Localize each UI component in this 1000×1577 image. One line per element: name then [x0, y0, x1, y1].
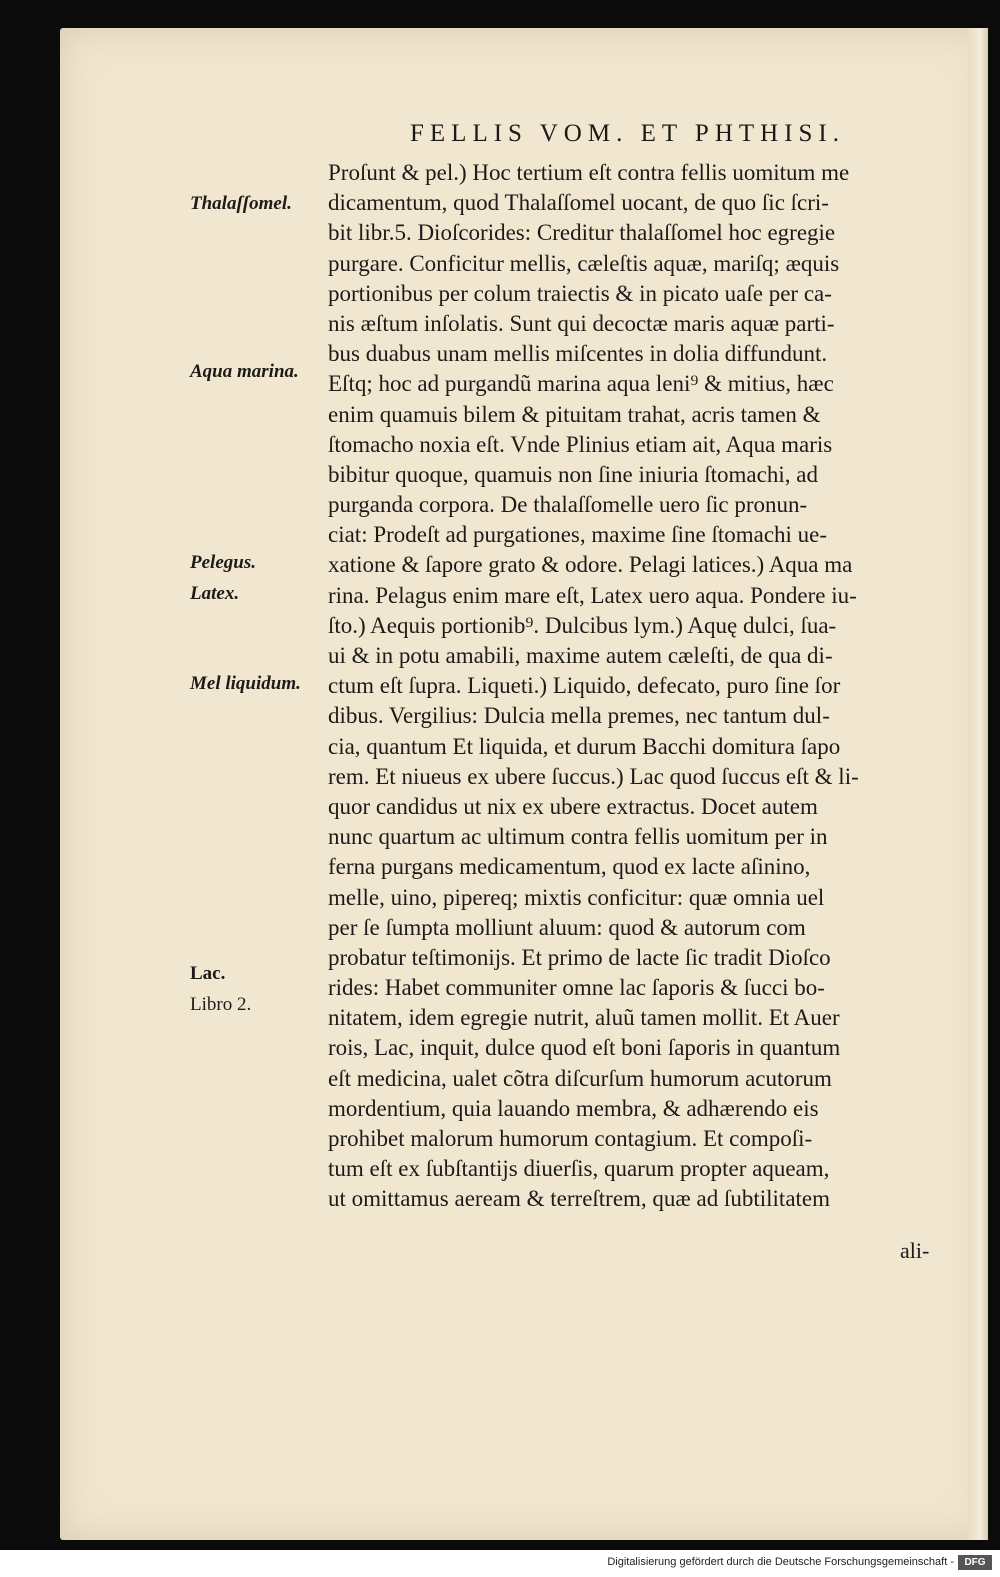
text-line: dicamentum, quod Thalaſſomel uocant, de quo ſic ſcri- — [328, 190, 829, 216]
text-line: portionibus per colum traiectis & in picato uaſe per ca- — [328, 280, 832, 306]
footer-credit: Digitalisierung gefördert durch die Deutsche Forschungsgemeinschaft - — [607, 1556, 954, 1568]
dfg-logo-icon: DFG — [958, 1555, 992, 1570]
text-line: bus duabus unam mellis miſcentes in dolia diffundunt. — [328, 341, 828, 367]
text-line: ſto.) Aequis portionib⁹. Dulcibus lym.) Aquę dulci, ſua- — [328, 612, 837, 638]
text-line: Eſtq; hoc ad purgandũ marina aqua leni⁹ & mitius, hæc — [328, 371, 834, 397]
text-line: ferna purgans medicamentum, quod ex lacte aſinino, — [328, 854, 811, 880]
margin-note-mel-liquidum: Mel liquidum. — [190, 673, 301, 694]
text-line: purganda corpora. De thalaſſomelle uero ſic pronun- — [328, 492, 808, 518]
text-line: mordentium, quia lauando membra, & adhærendo eis — [328, 1095, 819, 1121]
text-line: tum eſt ex ſubſtantijs diuerſis, quarum propter aqueam, — [328, 1156, 830, 1182]
text-line: nunc quartum ac ultimum contra fellis uomitum per in — [328, 824, 828, 850]
text-line: prohibet malorum humorum contagium. Et compoſi- — [328, 1126, 813, 1151]
text-line: eſt medicina, ualet cõtra diſcurſum humorum acutorum — [328, 1065, 832, 1091]
text-line: nis æſtum inſolatis. Sunt qui decoctæ maris aquæ parti- — [328, 310, 835, 336]
text-line: ſtomacho noxia eſt. Vnde Plinius etiam ait, Aqua maris — [328, 431, 833, 457]
page-edge — [968, 28, 988, 1540]
text-line: rois, Lac, inquit, dulce quod eſt boni ſaporis in quantum — [328, 1035, 841, 1061]
text-line: purgare. Conficitur mellis, cæleſtis aquæ, mariſq; æquis — [328, 250, 840, 276]
text-line: cia, quantum Et liquida, et durum Bacchi domitura ſapo — [328, 733, 841, 759]
text-line: ui & in potu amabili, maxime autem cæleſti, de qua di- — [328, 643, 833, 668]
footer-bar — [0, 1550, 1000, 1577]
text-line: ut omittamus aeream & terreſtrem, quæ ad ſubtilitatem — [328, 1186, 831, 1212]
margin-note-thalassomel: Thalaſſomel. — [190, 193, 292, 214]
text-line: xatione & ſapore grato & odore. Pelagi latices.) Aqua ma — [328, 552, 853, 578]
margin-note-lac: Lac. — [190, 963, 226, 984]
margin-note-pelegus: Pelegus. — [190, 552, 256, 573]
text-line: per ſe ſumpta molliunt aluum: quod & autorum com — [328, 914, 806, 940]
catch-word: ali- — [900, 1238, 930, 1263]
text-line: ctum eſt ſupra. Liqueti.) Liquido, defecato, puro ſine ſor — [328, 673, 841, 699]
text-line: bit libr.5. Dioſcorides: Creditur thalaſſomel hoc egregie — [328, 220, 836, 246]
text-line: enim quamuis bilem & pituitam trahat, acris tamen & — [328, 401, 821, 427]
text-line: rides: Habet communiter omne lac ſaporis & ſucci bo- — [328, 975, 825, 1001]
text-line: Proſunt & pel.) Hoc tertium eſt contra fellis uomitum me — [328, 160, 850, 185]
body-text — [328, 158, 968, 1215]
text-line: rina. Pelagus enim mare eſt, Latex uero aqua. Pondere iu- — [328, 582, 857, 608]
text-line: melle, uino, pipereq; mixtis conficitur: quæ omnia uel — [328, 884, 825, 910]
text-line: ciat: Prodeſt ad purgationes, maxime ſine ſtomachi ue- — [328, 522, 828, 548]
text-line: quor candidus ut nix ex ubere extractus. Docet autem — [328, 793, 818, 819]
text-line: probatur teſtimonijs. Et primo de lacte ſic tradit Dioſco — [328, 944, 831, 970]
margin-note-aqua-marina: Aqua marina. — [190, 361, 299, 382]
text-line: rem. Et niueus ex ubere ſuccus.) Lac quod ſuccus eſt & li- — [328, 763, 859, 789]
margin-note-latex: Latex. — [190, 583, 240, 604]
running-head: FELLIS VOM. ET PHTHISI. — [410, 120, 846, 147]
text-line: dibus. Vergilius: Dulcia mella premes, nec tantum dul- — [328, 703, 830, 729]
margin-note-libro: Libro 2. — [190, 994, 252, 1015]
text-line: bibitur quoque, quamuis non ſine iniuria ſtomachi, ad — [328, 461, 818, 487]
text-line: nitatem, idem egregie nutrit, aluũ tamen mollit. Et Auer — [328, 1005, 840, 1031]
